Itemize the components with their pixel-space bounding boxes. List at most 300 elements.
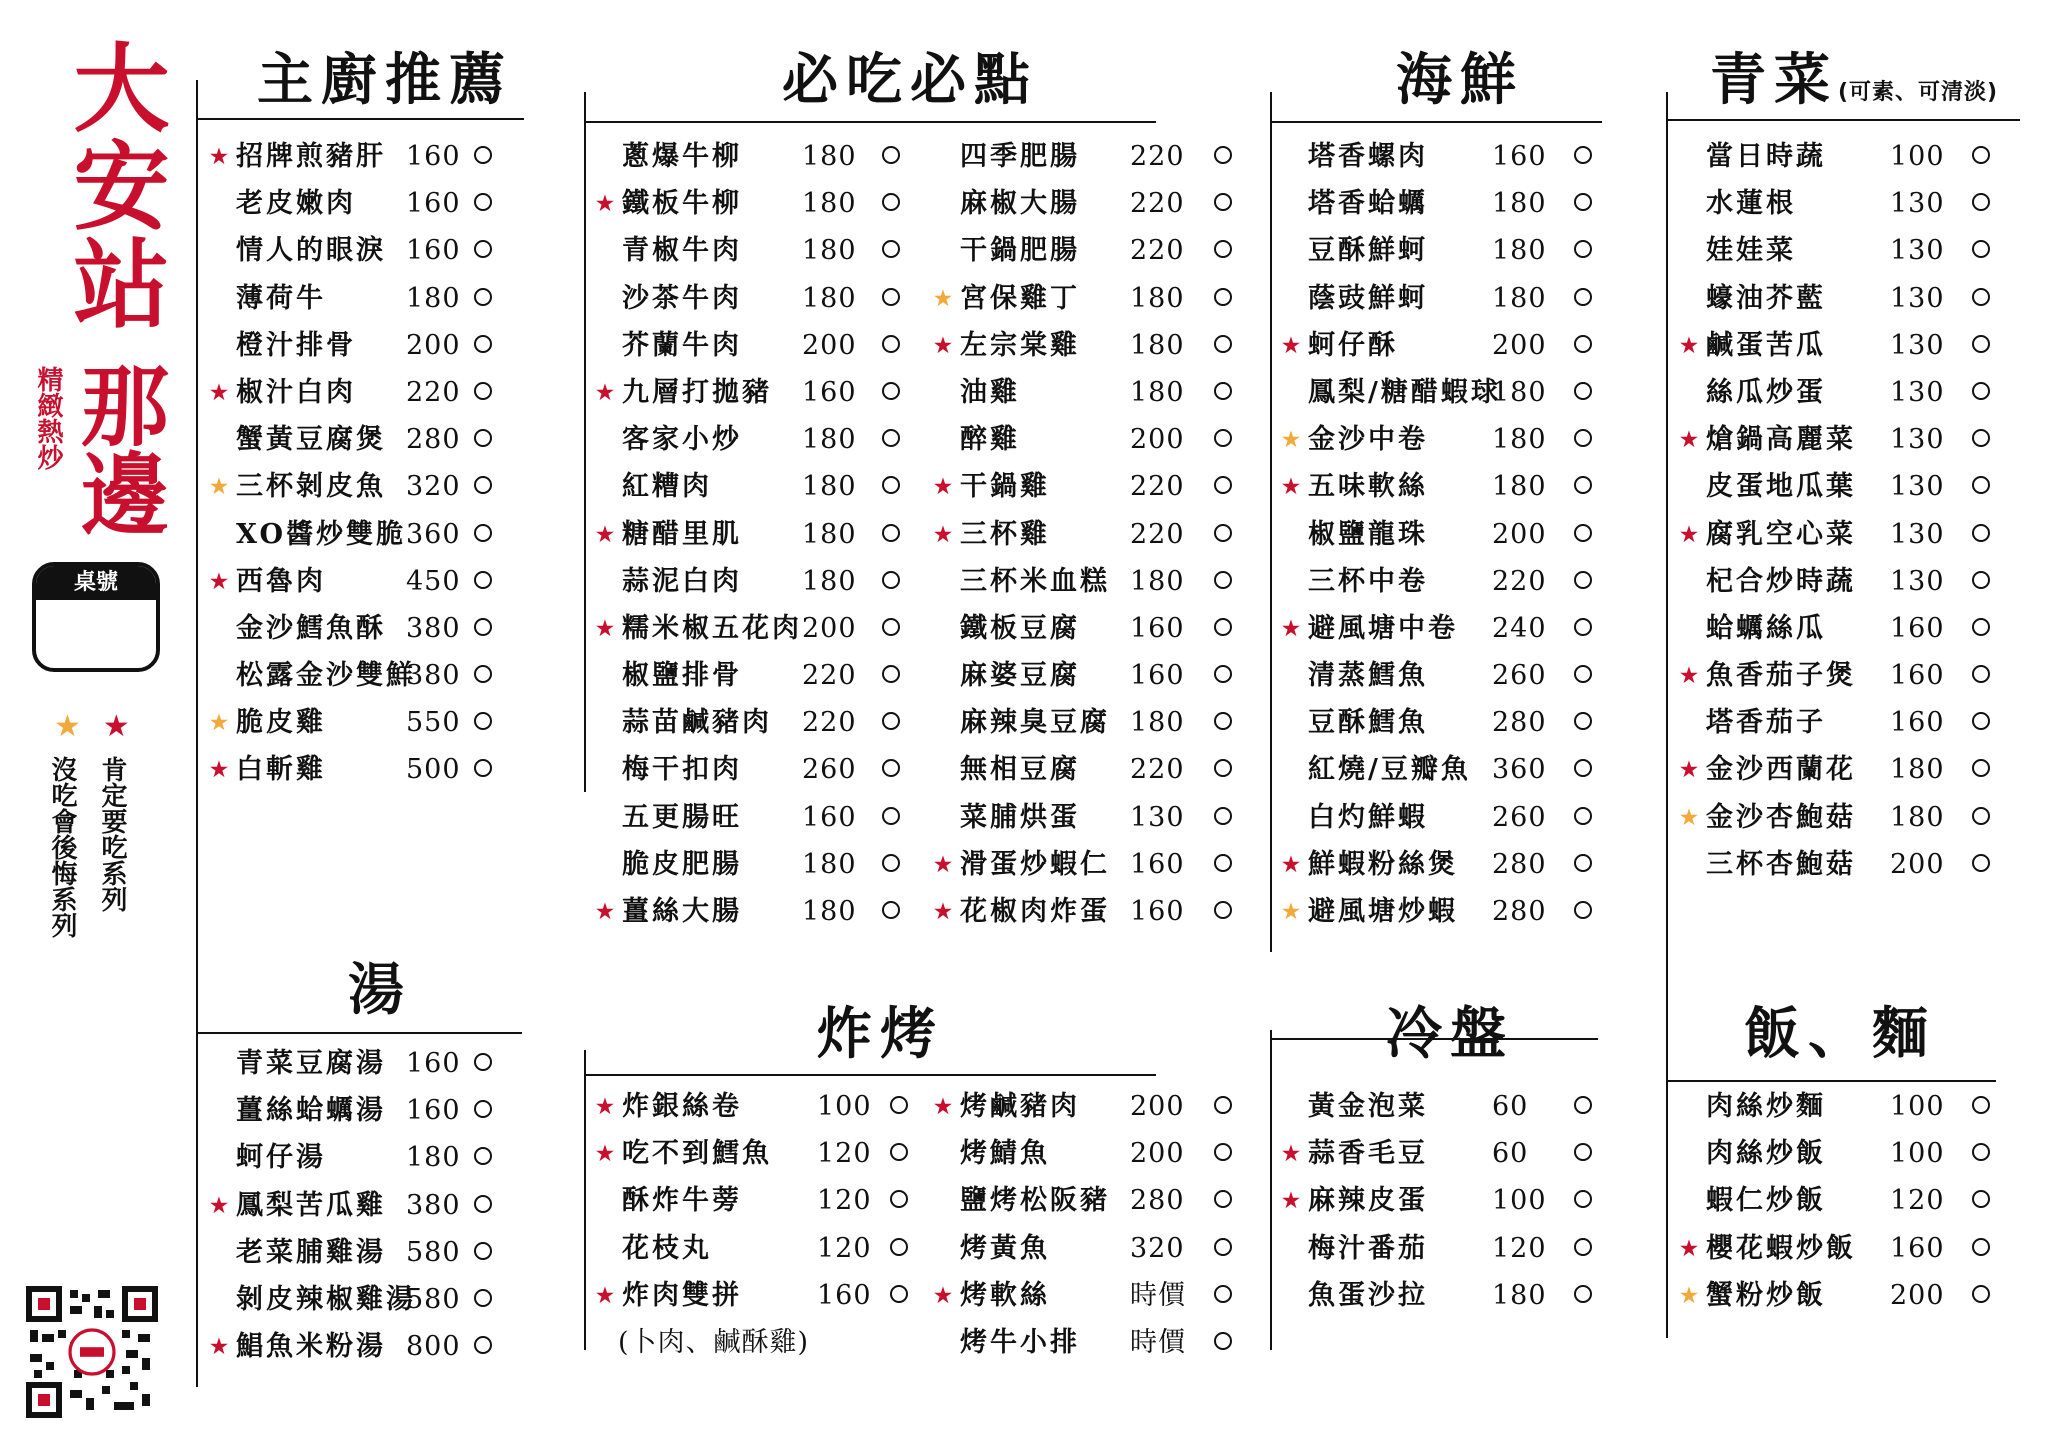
menu-item-row[interactable] [1676,227,2026,274]
circle-checkbox-icon[interactable] [882,240,900,258]
menu-item-price: 180 [1890,801,1945,833]
circle-checkbox-icon[interactable] [882,571,900,589]
menu-item-price: 120 [817,1185,872,1217]
menu-item-name: 芥蘭牛肉 [622,329,742,361]
menu-item-name: 九層打拋豬 [622,376,772,408]
menu-item-row[interactable] [930,322,1250,369]
circle-checkbox-icon[interactable] [882,146,900,164]
menu-item-row[interactable] [1278,1083,1618,1130]
menu-item-price: 220 [1130,518,1185,550]
menu-item-name: 紅糟肉 [622,471,712,503]
menu-item-row[interactable] [1278,511,1618,558]
menu-item-price: 200 [1130,1138,1185,1170]
menu-item-row[interactable] [592,227,922,274]
brand-name-top: 大安站 [58,38,170,332]
menu-item-name: 金沙鱈魚酥 [236,612,386,644]
menu-item-name: 麻婆豆腐 [960,660,1080,692]
circle-checkbox-icon[interactable] [882,288,900,306]
menu-item-row[interactable] [206,652,556,699]
circle-checkbox-icon[interactable] [1214,288,1232,306]
circle-checkbox-icon[interactable] [1574,146,1592,164]
menu-item-row[interactable] [206,416,556,463]
circle-checkbox-icon[interactable] [474,618,492,636]
circle-checkbox-icon[interactable] [474,288,492,306]
menu-item-row[interactable] [206,1040,556,1087]
menu-item-row[interactable] [592,746,922,793]
menu-item-row[interactable] [1676,841,2026,888]
circle-checkbox-icon[interactable] [890,1143,908,1161]
red-star-icon: ★ [934,1282,952,1307]
menu-item-row[interactable] [1676,794,2026,841]
circle-checkbox-icon[interactable] [1972,1238,1990,1256]
menu-item-name: 三杯米血糕 [960,565,1110,597]
menu-item-price: 200 [1492,518,1547,550]
circle-checkbox-icon[interactable] [1574,807,1592,825]
menu-item-price: 320 [406,471,461,503]
circle-checkbox-icon[interactable] [1972,1190,1990,1208]
menu-item-price: 120 [1890,1185,1945,1217]
circle-checkbox-icon[interactable] [1972,288,1990,306]
menu-item-row[interactable] [206,511,556,558]
menu-item-name: 西魯肉 [236,565,326,597]
circle-checkbox-icon[interactable] [1574,288,1592,306]
menu-item-row[interactable] [206,1134,556,1181]
menu-item-row[interactable] [1278,416,1618,463]
circle-checkbox-icon[interactable] [474,335,492,353]
menu-item-row[interactable] [592,369,922,416]
circle-checkbox-icon[interactable] [1972,854,1990,872]
menu-item-row[interactable] [592,511,922,558]
menu-item-row[interactable] [592,1272,922,1319]
menu-item-row[interactable] [1676,605,2026,652]
circle-checkbox-icon[interactable] [474,571,492,589]
circle-checkbox-icon[interactable] [1972,240,1990,258]
circle-checkbox-icon[interactable] [474,382,492,400]
menu-item-price: 130 [1890,188,1945,220]
circle-checkbox-icon[interactable] [882,618,900,636]
menu-item-row[interactable] [930,652,1250,699]
menu-item-row[interactable] [592,652,922,699]
menu-item-price: 130 [1890,282,1945,314]
menu-item-name: 花椒肉炸蛋 [960,896,1110,927]
menu-item-row[interactable] [1676,699,2026,746]
menu-item-row[interactable] [930,888,1250,935]
circle-checkbox-icon[interactable] [882,759,900,777]
circle-checkbox-icon[interactable] [1574,335,1592,353]
circle-checkbox-icon[interactable] [890,1238,908,1256]
menu-item-row[interactable] [206,227,556,274]
menu-item-row[interactable] [930,1177,1250,1224]
menu-item-row[interactable] [1278,369,1618,416]
menu-item-row[interactable] [592,1083,922,1130]
circle-checkbox-icon[interactable] [1574,1285,1592,1303]
menu-item-row[interactable] [206,1229,556,1276]
menu-item-row[interactable] [930,180,1250,227]
menu-item-row[interactable] [592,841,922,888]
menu-item-price: 時價 [1130,1279,1186,1311]
circle-checkbox-icon[interactable] [882,901,900,919]
menu-item-price: 180 [1492,424,1547,456]
menu-item-name: 麻椒大腸 [960,188,1080,220]
menu-item-row[interactable] [1676,511,2026,558]
menu-item-row[interactable] [206,605,556,652]
divider [1666,92,1668,1338]
circle-checkbox-icon[interactable] [1214,240,1232,258]
circle-checkbox-icon[interactable] [882,807,900,825]
menu-item-row[interactable] [1676,1177,2026,1224]
circle-checkbox-icon[interactable] [1972,1143,1990,1161]
menu-item-row[interactable] [592,794,922,841]
red-star-icon: ★ [934,332,952,357]
menu-item-row[interactable] [930,511,1250,558]
menu-item-row[interactable] [930,369,1250,416]
menu-item-row[interactable] [206,558,556,605]
menu-item-row[interactable] [206,275,556,322]
menu-item-price: 160 [1130,612,1185,644]
gold-star-icon: ★ [1680,1282,1698,1307]
menu-item-name: 蒜泥白肉 [622,565,742,597]
circle-checkbox-icon[interactable] [474,759,492,777]
circle-checkbox-icon[interactable] [474,1195,492,1213]
circle-checkbox-icon[interactable] [890,1190,908,1208]
qr-code-icon[interactable] [26,1286,158,1418]
circle-checkbox-icon[interactable] [1574,382,1592,400]
menu-item-price: 200 [1130,424,1185,456]
menu-item-row[interactable] [1278,1272,1618,1319]
circle-checkbox-icon[interactable] [1574,476,1592,494]
menu-item-row[interactable] [1676,746,2026,793]
circle-checkbox-icon[interactable] [474,429,492,447]
circle-checkbox-icon[interactable] [1214,476,1232,494]
circle-checkbox-icon[interactable] [1972,476,1990,494]
red-star-icon: ★ [210,379,228,404]
menu-item-row[interactable] [206,133,556,180]
menu-item-row[interactable] [592,416,922,463]
circle-checkbox-icon[interactable] [474,1147,492,1165]
red-star-icon: ★ [210,1334,228,1359]
circle-checkbox-icon[interactable] [1972,618,1990,636]
menu-item-name: 避風塘中卷 [1308,612,1458,644]
circle-checkbox-icon[interactable] [1972,524,1990,542]
section-title-cold-dishes: 冷盤 [1386,1001,1514,1067]
circle-checkbox-icon[interactable] [1214,146,1232,164]
menu-item-row[interactable] [930,275,1250,322]
circle-checkbox-icon[interactable] [1214,1190,1232,1208]
menu-item-row[interactable] [930,605,1250,652]
circle-checkbox-icon[interactable] [882,476,900,494]
menu-item-row[interactable] [1676,275,2026,322]
circle-checkbox-icon[interactable] [1214,571,1232,589]
brand-tagline: 精緻熱炒 [33,366,63,470]
menu-item-name: 老皮嫩肉 [236,188,356,220]
menu-item-row[interactable] [592,1177,922,1224]
red-star-icon: ★ [934,851,952,876]
menu-item-row[interactable] [206,322,556,369]
menu-item-row[interactable] [1278,275,1618,322]
circle-checkbox-icon[interactable] [1214,854,1232,872]
circle-checkbox-icon[interactable] [1214,901,1232,919]
menu-item-row[interactable] [1676,1225,2026,1272]
circle-checkbox-icon[interactable] [1214,335,1232,353]
menu-item-row[interactable] [1278,1225,1618,1272]
circle-checkbox-icon[interactable] [474,193,492,211]
circle-checkbox-icon[interactable] [1214,1143,1232,1161]
circle-checkbox-icon[interactable] [474,1242,492,1260]
menu-item-row[interactable] [930,699,1250,746]
circle-checkbox-icon[interactable] [1214,712,1232,730]
menu-item-row[interactable] [1676,416,2026,463]
menu-item-row[interactable] [206,180,556,227]
menu-item-name: 蔭豉鮮蚵 [1308,282,1428,314]
circle-checkbox-icon[interactable] [1972,759,1990,777]
legend-stars [54,709,144,744]
menu-item-price: 220 [1130,235,1185,267]
menu-item-row[interactable] [206,1087,556,1134]
circle-checkbox-icon[interactable] [1214,382,1232,400]
menu-item-name: 鳳梨/糖醋蝦球 [1308,376,1501,408]
circle-checkbox-icon[interactable] [1574,901,1592,919]
circle-checkbox-icon[interactable] [1972,193,1990,211]
menu-item-row[interactable] [1676,1272,2026,1319]
circle-checkbox-icon[interactable] [882,193,900,211]
menu-column-must-eat-right [930,133,1250,935]
menu-item-row[interactable] [592,133,922,180]
circle-checkbox-icon[interactable] [1214,1332,1232,1350]
menu-item-row[interactable] [592,463,922,510]
menu-item-row[interactable] [930,1272,1250,1319]
circle-checkbox-icon[interactable] [474,1336,492,1354]
menu-item-row[interactable] [1676,369,2026,416]
menu-item-row[interactable] [592,888,922,935]
menu-item-row[interactable] [1278,1177,1618,1224]
menu-item-row[interactable] [1676,322,2026,369]
circle-checkbox-icon[interactable] [1574,712,1592,730]
circle-checkbox-icon[interactable] [882,335,900,353]
menu-item-row[interactable] [206,463,556,510]
menu-item-price: 320 [1130,1232,1185,1264]
circle-checkbox-icon[interactable] [1574,524,1592,542]
circle-checkbox-icon[interactable] [882,854,900,872]
menu-item-row[interactable] [1676,652,2026,699]
circle-checkbox-icon[interactable] [474,240,492,258]
circle-checkbox-icon[interactable] [474,146,492,164]
menu-item-row[interactable] [1278,227,1618,274]
menu-item-row[interactable] [1278,605,1618,652]
menu-item-price: 180 [1492,376,1547,408]
circle-checkbox-icon[interactable] [1574,759,1592,777]
circle-checkbox-icon[interactable] [1972,712,1990,730]
circle-checkbox-icon[interactable] [1574,571,1592,589]
circle-checkbox-icon[interactable] [1214,193,1232,211]
circle-checkbox-icon[interactable] [474,1053,492,1071]
divider [196,118,524,120]
menu-item-price: 180 [1492,282,1547,314]
menu-item-price: 180 [1492,188,1547,220]
circle-checkbox-icon[interactable] [890,1285,908,1303]
menu-item-row[interactable] [206,699,556,746]
circle-checkbox-icon[interactable] [1574,193,1592,211]
menu-item-row[interactable] [206,369,556,416]
menu-item-row[interactable] [206,1182,556,1229]
menu-item-name: 蒜苗鹹豬肉 [622,707,772,739]
circle-checkbox-icon[interactable] [1574,1143,1592,1161]
circle-checkbox-icon[interactable] [1574,1096,1592,1114]
menu-item-row[interactable] [1278,322,1618,369]
menu-item-row[interactable] [1676,133,2026,180]
menu-item-row[interactable] [1676,1083,2026,1130]
circle-checkbox-icon[interactable] [882,712,900,730]
menu-item-price: 580 [406,1236,461,1268]
circle-checkbox-icon[interactable] [1574,618,1592,636]
menu-column-soup [206,1040,556,1370]
menu-item-name: 金沙杏鮑菇 [1706,801,1856,833]
circle-checkbox-icon[interactable] [1972,335,1990,353]
circle-checkbox-icon[interactable] [474,1289,492,1307]
menu-item-row[interactable] [1676,1130,2026,1177]
circle-checkbox-icon[interactable] [1214,618,1232,636]
menu-item-name: 松露金沙雙鮮 [236,660,416,692]
menu-item-price: 130 [1890,565,1945,597]
circle-checkbox-icon[interactable] [1574,429,1592,447]
menu-item-row[interactable] [930,558,1250,605]
circle-checkbox-icon[interactable] [882,382,900,400]
circle-checkbox-icon[interactable] [1574,1190,1592,1208]
menu-item-row[interactable] [930,746,1250,793]
circle-checkbox-icon[interactable] [1972,146,1990,164]
menu-item-price: 60 [1492,1138,1529,1170]
menu-item-row[interactable] [1278,746,1618,793]
circle-checkbox-icon[interactable] [1214,429,1232,447]
red-star-icon: ★ [1282,615,1300,640]
menu-item-row[interactable] [592,558,922,605]
menu-item-price: 180 [1492,471,1547,503]
circle-checkbox-icon[interactable] [474,476,492,494]
table-number-box[interactable] [32,562,160,672]
circle-checkbox-icon[interactable] [890,1096,908,1114]
circle-checkbox-icon[interactable] [1214,1238,1232,1256]
menu-item-price: 180 [1130,282,1185,314]
menu-item-row[interactable] [1676,180,2026,227]
menu-item-price: 160 [1130,848,1185,880]
circle-checkbox-icon[interactable] [1574,854,1592,872]
menu-item-name: 炸銀絲卷 [622,1091,742,1122]
circle-checkbox-icon[interactable] [1574,665,1592,683]
menu-item-name: 椒鹽排骨 [622,660,742,692]
menu-item-price: 280 [1492,707,1547,739]
menu-item-row[interactable] [206,1323,556,1370]
menu-item-row[interactable] [1278,652,1618,699]
circle-checkbox-icon[interactable] [474,1100,492,1118]
circle-checkbox-icon[interactable] [1214,1285,1232,1303]
menu-item-name: 絲瓜炒蛋 [1706,376,1826,408]
menu-item-row[interactable] [592,275,922,322]
red-star-icon: ★ [596,1141,614,1166]
circle-checkbox-icon[interactable] [1214,1096,1232,1114]
menu-item-row[interactable] [1278,841,1618,888]
menu-item-price: 160 [817,1279,872,1311]
circle-checkbox-icon[interactable] [1972,571,1990,589]
menu-item-name: 鐵板牛柳 [622,188,742,220]
menu-item-row[interactable] [592,180,922,227]
menu-item-price: 200 [406,329,461,361]
menu-item-row[interactable] [1278,888,1618,935]
menu-item-row[interactable] [1676,558,2026,605]
circle-checkbox-icon[interactable] [1972,1096,1990,1114]
circle-checkbox-icon[interactable] [882,429,900,447]
menu-item-row[interactable] [930,463,1250,510]
circle-checkbox-icon[interactable] [474,665,492,683]
menu-item-row[interactable] [1278,180,1618,227]
gold-star-icon: ★ [934,285,952,310]
circle-checkbox-icon[interactable] [1214,807,1232,825]
menu-item-row[interactable] [592,605,922,652]
menu-item-name: 鐵板豆腐 [960,612,1080,644]
menu-item-row[interactable] [1278,794,1618,841]
circle-checkbox-icon[interactable] [1972,665,1990,683]
menu-item-row[interactable] [930,416,1250,463]
menu-item-row[interactable] [592,1130,922,1177]
circle-checkbox-icon[interactable] [1214,759,1232,777]
menu-item-price: 200 [1890,848,1945,880]
gold-star-icon: ★ [54,709,81,744]
circle-checkbox-icon[interactable] [1214,665,1232,683]
circle-checkbox-icon[interactable] [882,665,900,683]
menu-item-row[interactable] [592,699,922,746]
menu-item-row[interactable] [1278,1130,1618,1177]
red-star-icon: ★ [1680,521,1698,546]
circle-checkbox-icon[interactable] [1574,1238,1592,1256]
menu-item-price: 180 [406,1142,461,1174]
menu-item-price: 130 [1890,329,1945,361]
divider [1270,121,1602,123]
circle-checkbox-icon[interactable] [1972,382,1990,400]
circle-checkbox-icon[interactable] [1972,807,1990,825]
menu-item-row[interactable] [592,1225,922,1272]
menu-item-row[interactable] [206,1276,556,1323]
menu-item-row[interactable] [930,794,1250,841]
circle-checkbox-icon[interactable] [1214,524,1232,542]
menu-item-row[interactable] [930,227,1250,274]
menu-item-row[interactable] [1278,699,1618,746]
circle-checkbox-icon[interactable] [1972,1285,1990,1303]
red-star-icon: ★ [1680,757,1698,782]
menu-item-name: 客家小炒 [622,424,742,456]
circle-checkbox-icon[interactable] [474,524,492,542]
circle-checkbox-icon[interactable] [1972,429,1990,447]
menu-item-row[interactable] [1278,133,1618,180]
menu-item-row[interactable] [1676,463,2026,510]
menu-item-row[interactable] [930,1225,1250,1272]
menu-item-row[interactable] [206,746,556,793]
menu-item-row[interactable] [930,1130,1250,1177]
red-star-icon: ★ [1282,1141,1300,1166]
menu-item-row[interactable] [930,1083,1250,1130]
divider [584,121,1156,123]
menu-item-row[interactable] [930,133,1250,180]
menu-item-row[interactable] [930,1319,1250,1366]
menu-item-row[interactable] [1278,463,1618,510]
circle-checkbox-icon[interactable] [882,524,900,542]
menu-item-name: 蔥爆牛柳 [622,141,742,172]
circle-checkbox-icon[interactable] [1574,240,1592,258]
menu-item-name: 杞合炒時蔬 [1706,565,1856,597]
menu-item-price: 120 [817,1138,872,1170]
menu-item-name: 鹹蛋苦瓜 [1706,329,1826,361]
menu-item-row[interactable] [1278,558,1618,605]
circle-checkbox-icon[interactable] [474,712,492,730]
menu-item-row[interactable] [592,322,922,369]
menu-item-row[interactable] [930,841,1250,888]
